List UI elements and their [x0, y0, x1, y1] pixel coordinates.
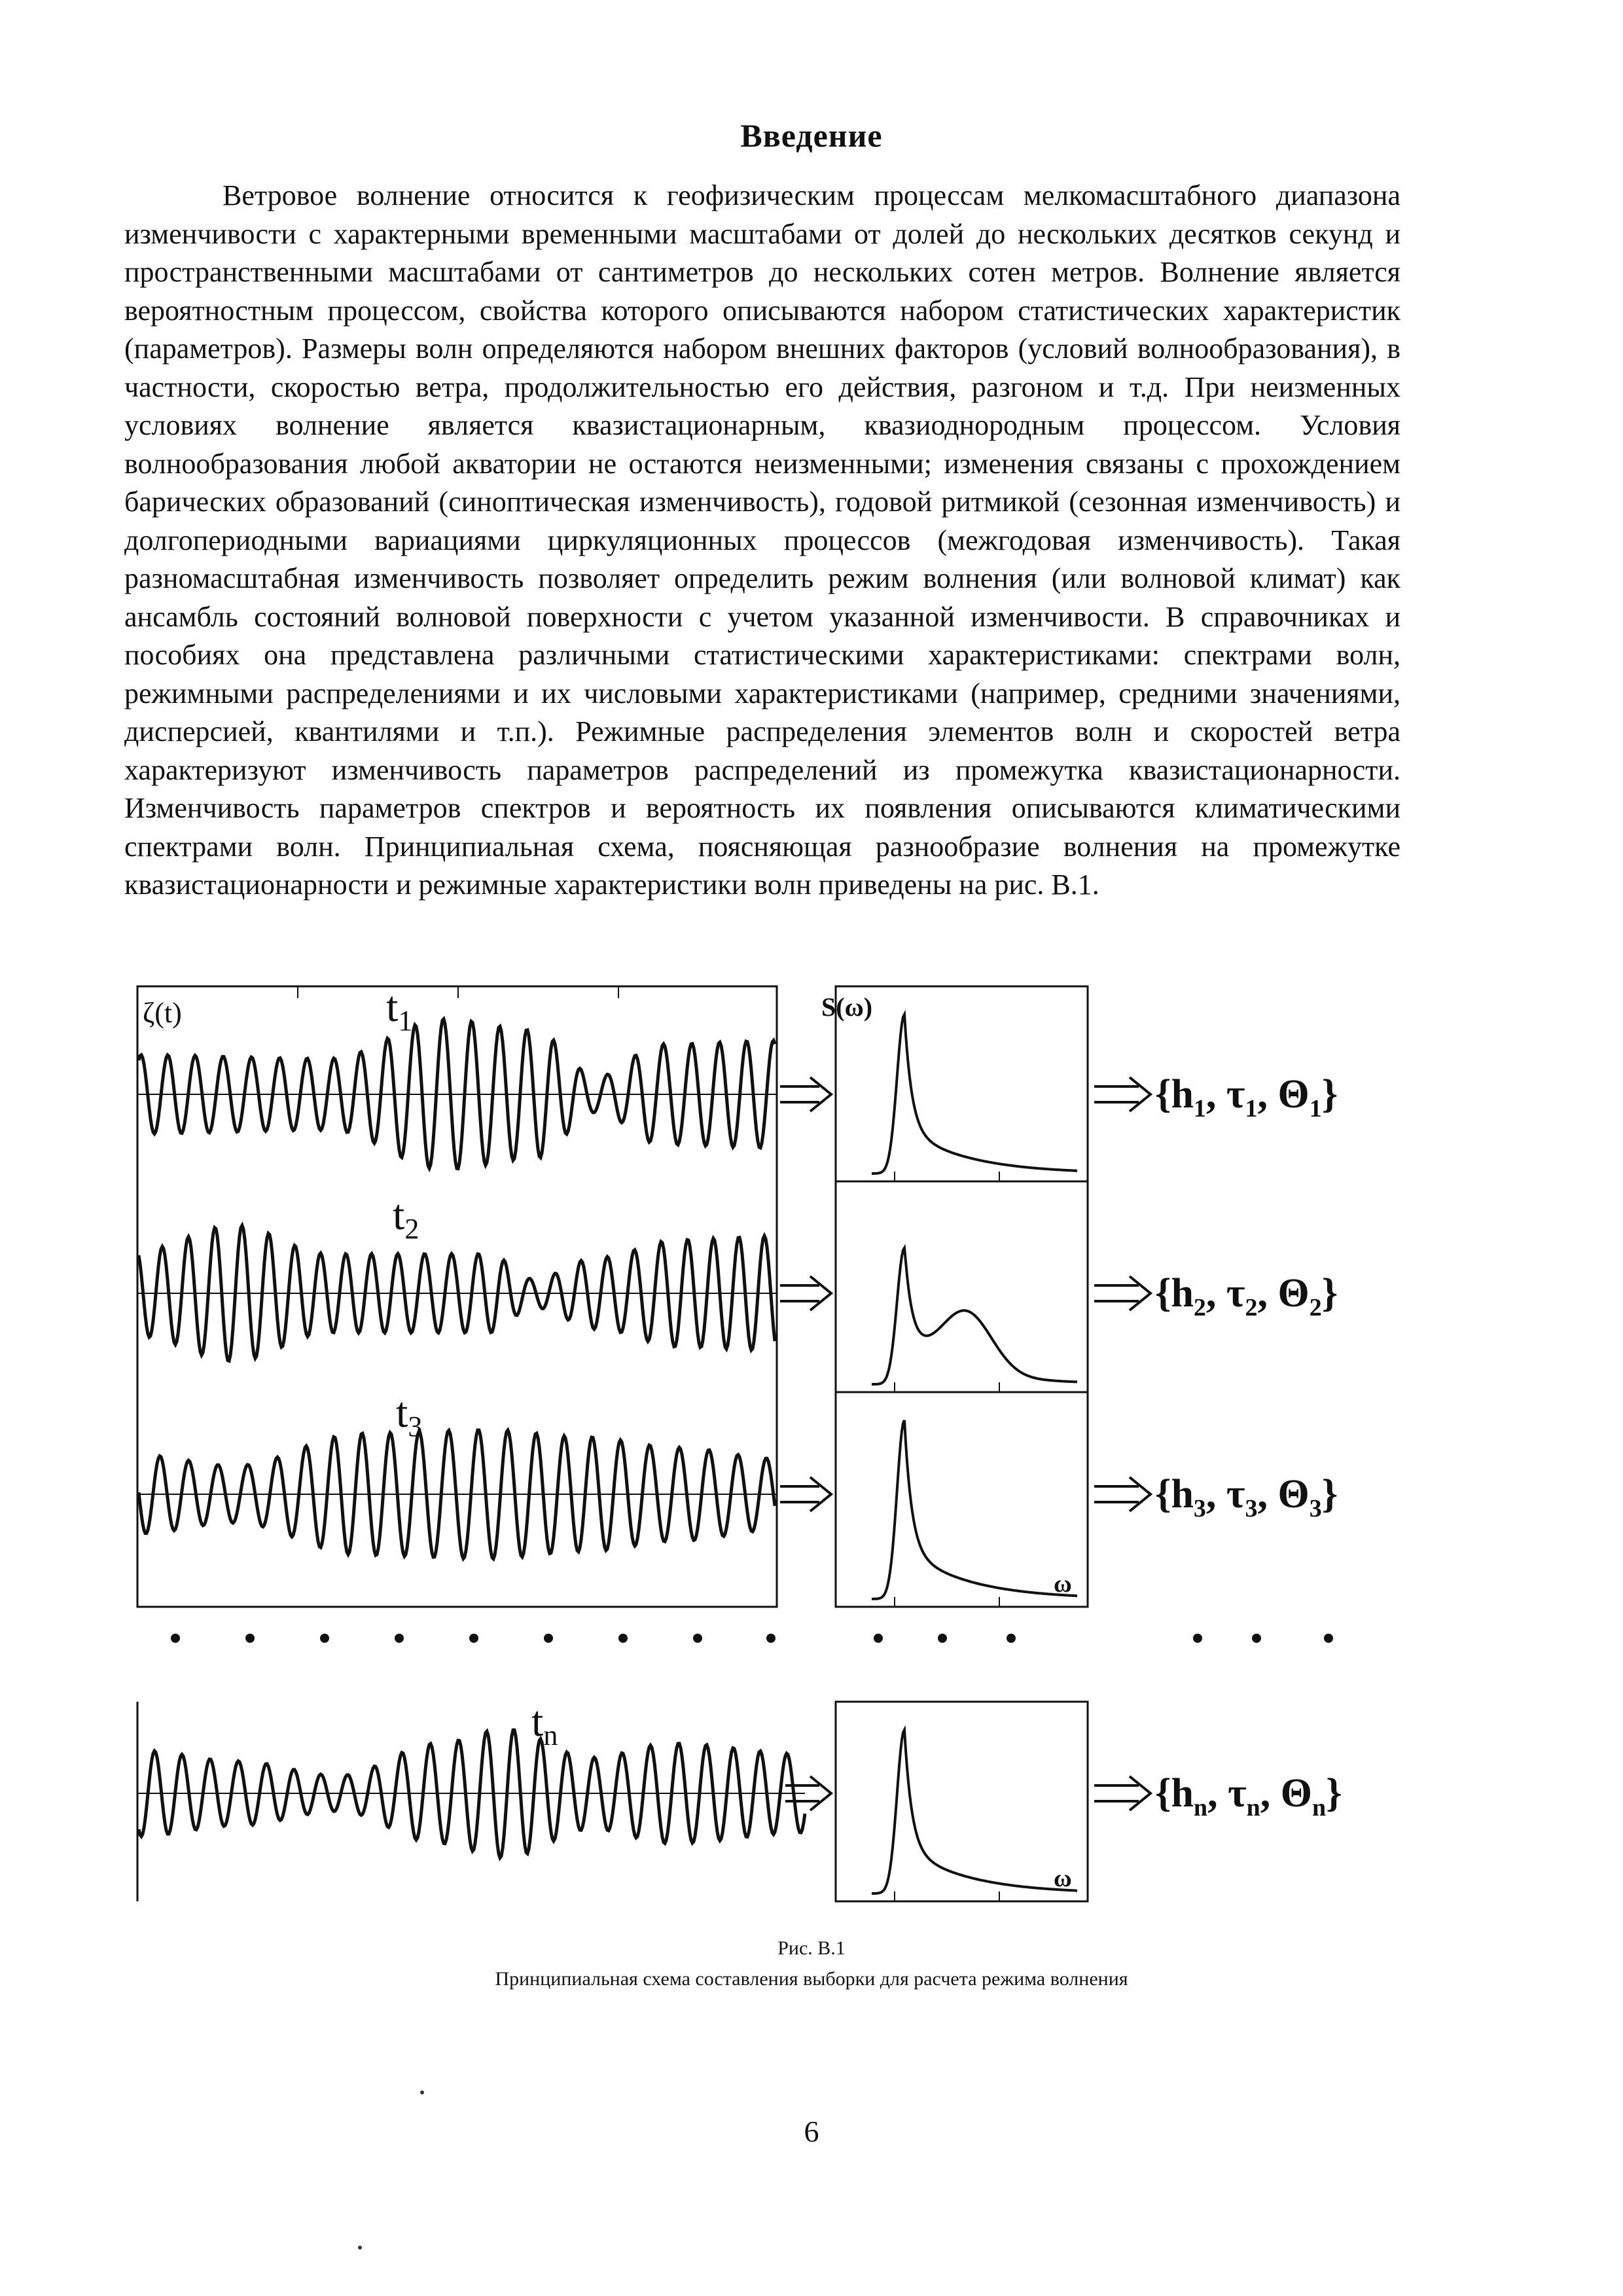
page-title: Введение	[740, 117, 883, 154]
time-label-t2: $t_2$	[393, 1191, 419, 1245]
param-set-2: {$h_2$, $\tau_2$, $\Theta_2$}	[1155, 1271, 1338, 1321]
figure-caption-label: Рис. В.1	[777, 1937, 846, 1959]
param-set-3: {$h_3$, $\tau_3$, $\Theta_3$}	[1155, 1472, 1338, 1522]
figure-caption-text: Принципиальная схема составления выборки для расчета режима волнения	[495, 1968, 1128, 1990]
param-set-n: {$h_n$, $\tau_n$, $\Theta_n$}	[1155, 1771, 1342, 1821]
time-label-tn: $t_n$	[531, 1698, 558, 1751]
omega-axis-label: ω	[1054, 1865, 1072, 1892]
page-number: 6	[804, 2115, 819, 2148]
scan-speck	[358, 2246, 362, 2250]
intro-paragraph: Ветровое волнение относится к геофизическим процессам мелкомасштабного диапазона изменчивости с характерными временными масштабами от долей до нескольких десятков секунд и пространственными масштабами от сантиметров до нескольких сотен метров. Волнение является вероятностным процессом, свойства которого описываются набором статистических характеристик (параметров). Размеры волн определяются набором внешних факторов (условий волнообразования), в частности, скоростью ветра, продолжительностью его действия, разгоном и т.д. При неизменных условиях волнение является квазистационарным, квазиоднородным процессом. Условия волнообразования любой акватории не остаются неизменными; изменения связаны с прохождением барических образований (синоптическая изменчивость), годовой ритмикой (сезонная изменчивость) и долгопериодными вариациями циркуляционных процессов (межгодовая изменчивость). Такая разномасштабная изменчивость позволяет определить режим волнения (или волновой климат) как ансамбль состояний волновой поверхности с учетом указанной изменчивости. В справочниках и пособиях она представлена различными статистическими характеристиками: спектрами волн, режимными распределениями и их числовыми характеристиками (например, средними значениями, дисперсией, квантилями и т.п.). Режимные распределения элементов волн и скоростей ветра характеризуют изменчивость параметров распределений из промежутка квазистационарности. Изменчивость параметров спектров и вероятность их появления описываются климатическими спектрами волн. Принципиальная схема, поясняющая разнообразие волнения на промежутке квазистационарности и режимные характеристики волн приведены на рис. В.1.	[124, 179, 1400, 901]
scan-speck	[420, 2090, 424, 2094]
time-label-t3: $t_3$	[396, 1389, 423, 1443]
omega-axis-label: ω	[1054, 1570, 1072, 1598]
signal-axis-label: ζ(t)	[143, 997, 182, 1029]
param-set-1: {$h_1$, $\tau_1$, $\Theta_1$}	[1155, 1072, 1338, 1122]
time-label-t1: $t_1$	[386, 983, 413, 1037]
spectrum-axis-label: S(ω)	[821, 992, 873, 1022]
